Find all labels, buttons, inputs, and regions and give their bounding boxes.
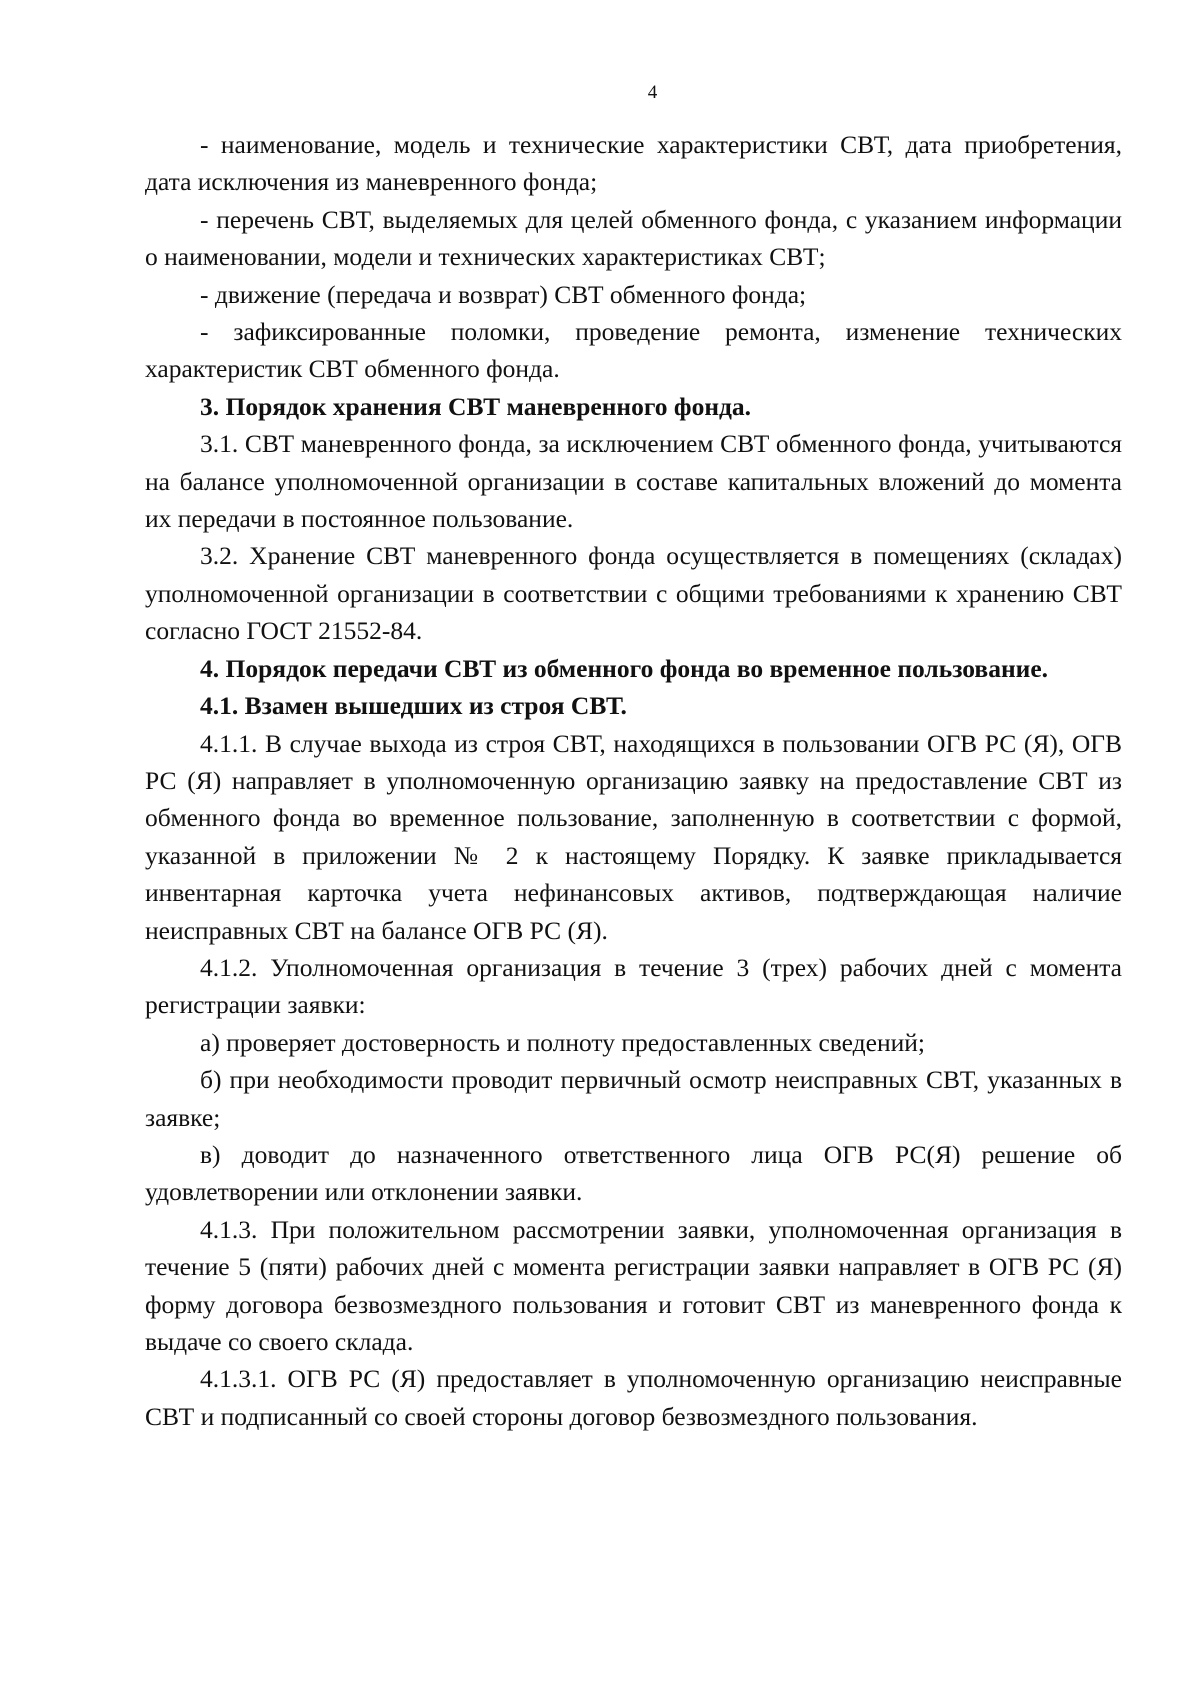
clause-4-1-1: 4.1.1. В случае выхода из строя СВТ, находящихся в пользовании ОГВ РС (Я), ОГВ РС (Я) направляет в уполномоченную организацию заявку на предоставление СВТ из обменного фонда во временное пользование, заполненную в соответствии с формой, указанной в приложении № 2 к настоящему Порядку. К заявке прикладывается инвентарная карточка учета нефинансовых активов, подтверждающая наличие неисправных СВТ на балансе ОГВ РС (Я). bbox=[145, 728, 1122, 945]
clause-3-2: 3.2. Хранение СВТ маневренного фонда осуществляется в помещениях (складах) уполномоченной организации в соответствии с общими требованиями к хранению СВТ согласно ГОСТ 21552-84. bbox=[145, 541, 1122, 646]
clause-4-1-3-1: 4.1.3.1. ОГВ РС (Я) предоставляет в уполномоченную организацию неисправные СВТ и подписанный со своей стороны договор безвозмездного пользования. bbox=[145, 1364, 1122, 1431]
clause-4-1-3: 4.1.3. При положительном рассмотрении заявки, уполномоченная организация в течение 5 (пяти) рабочих дней с момента регистрации заявки направляет в ОГВ РС (Я) форму договора безвозмездного пользования и готовит СВТ из маневренного фонда к выдаче со своего склада. bbox=[145, 1214, 1122, 1356]
clause-4-1-2-v: в) доводит до назначенного ответственного лица ОГВ РС(Я) решение об удовлетворении или отклонении заявки. bbox=[145, 1139, 1122, 1207]
clause-4-1-2-b: б) при необходимости проводит первичный осмотр неисправных СВТ, указанных в заявке; bbox=[145, 1065, 1122, 1132]
list-item-name-model: - наименование, модель и технические характеристики СВТ, дата приобретения, дата исключения из маневренного фонда; bbox=[145, 130, 1122, 197]
section-heading-3: 3. Порядок хранения СВТ маневренного фонда. bbox=[200, 391, 752, 421]
clause-3-1: 3.1. СВТ маневренного фонда, за исключением СВТ обменного фонда, учитываются на балансе уполномоченной организации в составе капитальных вложений до момента их передачи в постоянное пользование. bbox=[145, 429, 1122, 534]
list-item-breakdowns: - зафиксированные поломки, проведение ремонта, изменение технических характеристик СВТ обменного фонда. bbox=[145, 317, 1122, 384]
clause-4-1-2: 4.1.2. Уполномоченная организация в течение 3 (трех) рабочих дней с момента регистрации заявки: bbox=[145, 952, 1122, 1020]
list-item-movement: - движение (передача и возврат) СВТ обменного фонда; bbox=[200, 279, 807, 309]
subsection-heading-4-1: 4.1. Взамен вышедших из строя СВТ. bbox=[200, 691, 627, 721]
clause-4-1-2-a: а) проверяет достоверность и полноту предоставленных сведений; bbox=[200, 1027, 925, 1057]
list-item-exchange-list: - перечень СВТ, выделяемых для целей обменного фонда, с указанием информации о наименовании, модели и технических характеристиках СВТ; bbox=[145, 204, 1122, 272]
section-heading-4: 4. Порядок передачи СВТ из обменного фонда во временное пользование. bbox=[200, 653, 1049, 683]
page-number: 4 bbox=[647, 82, 658, 103]
